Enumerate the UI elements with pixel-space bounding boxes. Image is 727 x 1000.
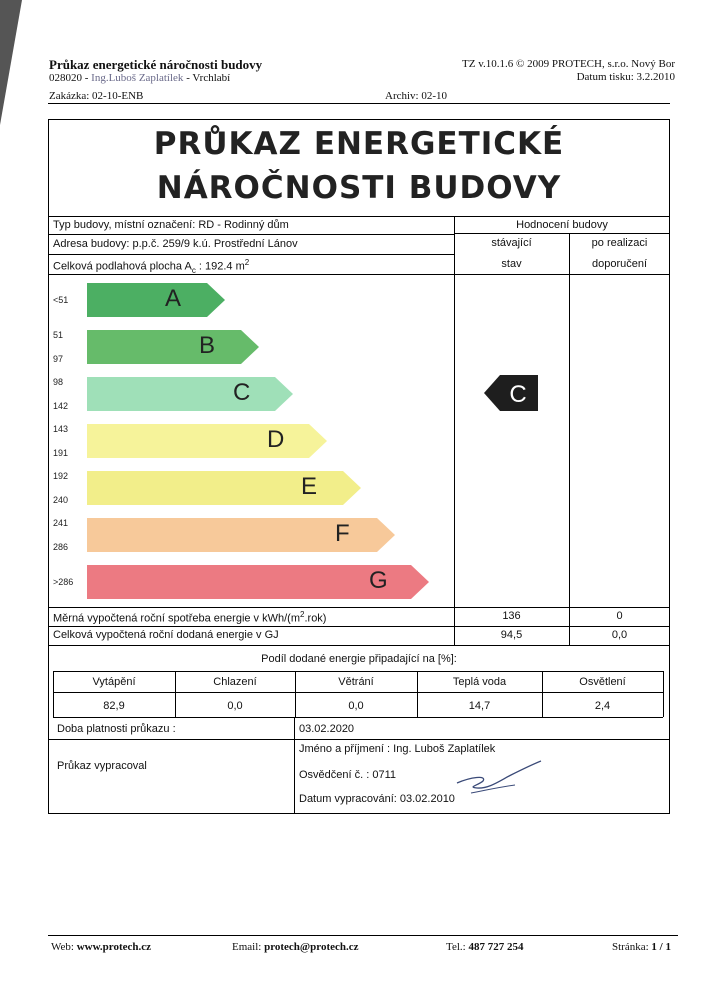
preparer-name: Jméno a příjmení : Ing. Luboš Zaplatílek bbox=[299, 743, 496, 755]
class-range-high: 240 bbox=[53, 495, 69, 505]
class-range-high: 142 bbox=[53, 401, 69, 411]
rating-header: Hodnocení budovy bbox=[516, 219, 608, 231]
energy-class-letter: D bbox=[267, 426, 285, 453]
share-header-hot-water: Teplá voda bbox=[452, 676, 507, 688]
energy-class-letter: A bbox=[165, 285, 182, 312]
rule bbox=[49, 626, 669, 627]
energy-class-letter: B bbox=[199, 332, 216, 359]
footer-email: Email: protech@protech.cz bbox=[232, 941, 359, 953]
footer-rule bbox=[48, 935, 678, 936]
scan-shadow bbox=[0, 0, 30, 130]
share-value-ventilation: 0,0 bbox=[348, 700, 364, 712]
energy-class-letter: E bbox=[301, 473, 318, 500]
share-value-lighting: 2,4 bbox=[594, 700, 611, 712]
share-value-hot-water: 14,7 bbox=[468, 700, 491, 712]
footer-phone: Tel.: 487 727 254 bbox=[446, 941, 524, 953]
energy-class-letter: F bbox=[335, 520, 350, 547]
class-range-high: 286 bbox=[53, 542, 69, 552]
energy-class-bar-d bbox=[87, 424, 329, 458]
after-recommendation-label: po realizaci bbox=[591, 237, 648, 249]
share-value-heating: 82,9 bbox=[103, 700, 125, 712]
class-range-low: 98 bbox=[53, 377, 64, 387]
rule bbox=[49, 254, 454, 255]
total-energy-after: 0,0 bbox=[611, 629, 628, 641]
energy-class-bar-c bbox=[87, 377, 295, 411]
share-header-cooling: Chlazení bbox=[213, 676, 257, 688]
current-class-marker bbox=[484, 375, 538, 411]
author-name-stamp: Ing.Luboš Zaplatílek bbox=[91, 72, 184, 84]
rule bbox=[53, 717, 663, 718]
prepared-by-label: Průkaz vypracoval bbox=[57, 760, 147, 772]
header-rule bbox=[48, 103, 670, 104]
energy-class-letter: C bbox=[233, 379, 251, 406]
class-range-low: 241 bbox=[53, 518, 69, 528]
specific-consumption-current: 136 bbox=[502, 610, 521, 622]
energy-class-bar-g bbox=[87, 565, 431, 599]
specific-consumption-after: 0 bbox=[616, 610, 623, 622]
energy-class-arrow bbox=[87, 424, 329, 458]
validity-date: 03.02.2020 bbox=[299, 723, 355, 735]
total-energy-label: Celková vypočtená roční dodaná energie v GJ bbox=[53, 629, 279, 641]
energy-class-bar-f bbox=[87, 518, 397, 552]
email-link: protech@protech.cz bbox=[264, 941, 359, 953]
building-address: Adresa budovy: p.p.č. 259/9 k.ú. Prostřední Lánov bbox=[53, 238, 298, 250]
rule bbox=[53, 692, 663, 693]
rule bbox=[454, 233, 670, 234]
rule bbox=[663, 671, 664, 717]
energy-class-letter: G bbox=[369, 567, 388, 594]
certificate-frame bbox=[48, 119, 670, 814]
archive-number: Archiv: 02-10 bbox=[385, 90, 448, 102]
validity-label: Doba platnosti průkazu : bbox=[57, 723, 176, 735]
share-header-heating: Vytápění bbox=[92, 676, 136, 688]
rule bbox=[49, 216, 669, 217]
energy-class-arrow bbox=[87, 283, 227, 317]
specific-consumption-label: Měrná vypočtená roční spotřeba energie v kWh/$(m^2.rok)$ bbox=[53, 610, 327, 625]
current-state-label: stávající bbox=[491, 237, 532, 249]
building-type: Typ budovy, místní označení: RD - Rodinný dům bbox=[53, 219, 289, 231]
certificate-number: Osvědčení č. : 0711 bbox=[299, 769, 397, 781]
share-header-lighting: Osvětlení bbox=[579, 676, 626, 688]
class-range-low: 143 bbox=[53, 424, 69, 434]
floor-area: Celková podlahová plocha $A_c$ : 192.4 $m^2$ bbox=[53, 258, 250, 275]
certificate-title-line1: PRŮKAZ ENERGETICKÉ bbox=[153, 126, 565, 162]
energy-class-arrow bbox=[87, 330, 261, 364]
rule bbox=[49, 645, 669, 646]
share-value-cooling: 0,0 bbox=[227, 700, 243, 712]
share-header-ventilation: Větrání bbox=[338, 676, 374, 688]
class-range-low: 51 bbox=[53, 330, 64, 340]
rule bbox=[49, 234, 454, 235]
website-link: www.protech.cz bbox=[76, 941, 152, 953]
class-range-low: 192 bbox=[53, 471, 69, 481]
energy-class-bar-e bbox=[87, 471, 363, 505]
rule bbox=[294, 717, 295, 814]
rule bbox=[569, 233, 570, 645]
author-line: 028020 - Ing.Luboš Zaplatílek - Vrchlabí bbox=[49, 72, 231, 84]
preparation-date: Datum vypracování: 03.02.2010 bbox=[299, 793, 455, 805]
certificate-title-line2: NÁROČNOSTI BUDOVY bbox=[156, 170, 562, 206]
after-recommendation-label-2: doporučení bbox=[591, 258, 648, 270]
total-energy-current: 94,5 bbox=[500, 629, 523, 641]
current-class-letter: C bbox=[509, 381, 527, 408]
rule bbox=[454, 216, 455, 645]
class-range-high: 97 bbox=[53, 354, 64, 364]
footer-web: Web: www.protech.cz bbox=[51, 941, 152, 953]
rule bbox=[53, 671, 663, 672]
document-name: Průkaz energetické náročnosti budovy bbox=[49, 57, 263, 72]
energy-class-arrow bbox=[87, 518, 397, 552]
signature bbox=[449, 755, 549, 803]
class-range-low: <51 bbox=[53, 295, 69, 305]
footer-page: Stránka: 1 / 1 bbox=[612, 941, 671, 953]
energy-class-arrow bbox=[87, 471, 363, 505]
class-range-low: >286 bbox=[53, 577, 74, 587]
class-range-high: 191 bbox=[53, 448, 69, 458]
rule bbox=[49, 607, 669, 608]
energy-class-bar-a bbox=[87, 283, 227, 317]
order-number: Zakázka: 02-10-ENB bbox=[49, 90, 144, 102]
shares-title: Podíl dodané energie připadající na [%]: bbox=[261, 653, 457, 665]
energy-class-bar-b bbox=[87, 330, 261, 364]
print-date: Datum tisku: 3.2.2010 bbox=[576, 71, 675, 83]
energy-class-arrow bbox=[87, 377, 295, 411]
current-state-label-2: stav bbox=[501, 258, 522, 270]
rule bbox=[49, 739, 669, 740]
software-version: TZ v.10.1.6 © 2009 PROTECH, s.r.o. Nový Bor bbox=[462, 58, 675, 70]
